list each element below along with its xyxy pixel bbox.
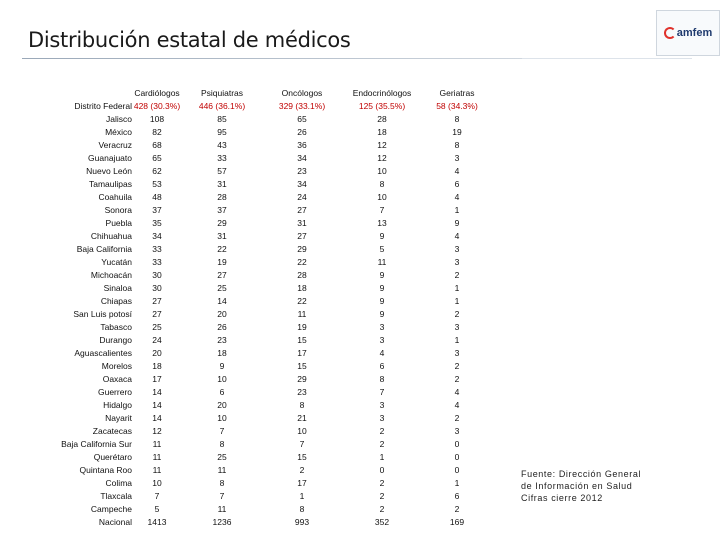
- table-cell: 4: [454, 231, 460, 241]
- table-cell: 9: [379, 270, 385, 280]
- state-name: Querétaro: [93, 452, 132, 462]
- table-cell: 27: [297, 231, 307, 241]
- table-cell: 11: [152, 452, 162, 462]
- state-name: Puebla: [105, 218, 132, 228]
- table-cell: 19: [297, 322, 307, 332]
- table-cell: 6: [454, 491, 460, 501]
- table-cell: 18: [152, 361, 162, 371]
- table-cell: 34: [297, 153, 307, 163]
- table-cell: 25: [217, 452, 227, 462]
- table-cell: 11: [152, 439, 162, 449]
- table-cell: 2: [379, 478, 385, 488]
- table-cell: 7: [219, 491, 225, 501]
- state-name: Oaxaca: [102, 374, 132, 384]
- table-cell: 29: [217, 218, 227, 228]
- state-name: Tamaulipas: [89, 179, 132, 189]
- table-row: [50, 282, 492, 295]
- table-cell: 3: [454, 244, 460, 254]
- table-cell: 28: [377, 114, 387, 124]
- table-cell: 10: [377, 166, 387, 176]
- table-cell: 3: [379, 400, 385, 410]
- column-header-psiquiatras: Psiquiatras: [200, 87, 244, 98]
- table-row: [50, 100, 492, 113]
- table-row: [50, 321, 492, 334]
- table-cell: 1413: [147, 517, 167, 527]
- table-row: [50, 256, 492, 269]
- table-cell: 15: [297, 452, 307, 462]
- table-row: [50, 178, 492, 191]
- table-cell: 3: [454, 348, 460, 358]
- table-cell: 11: [297, 309, 307, 319]
- table-cell: 95: [217, 127, 227, 137]
- table-cell: 13: [377, 218, 387, 228]
- table-cell: 9: [454, 218, 460, 228]
- table-cell: 23: [217, 335, 227, 345]
- table-row: [50, 126, 492, 139]
- table-row: [50, 217, 492, 230]
- table-cell: 2: [454, 413, 460, 423]
- state-name: Baja California Sur: [61, 439, 132, 449]
- page-title: Distribución estatal de médicos: [28, 28, 351, 52]
- table-cell: 8: [454, 114, 460, 124]
- table-row: [50, 113, 492, 126]
- column-header-endocrinologos: Endocrinólogos: [352, 87, 412, 98]
- table-cell: 2: [379, 426, 385, 436]
- table-cell: 20: [217, 400, 227, 410]
- table-cell: 28: [217, 192, 227, 202]
- state-name: Tabasco: [100, 322, 132, 332]
- table-cell: 0: [454, 439, 460, 449]
- table-cell: 9: [379, 231, 385, 241]
- table-cell: 1: [454, 205, 460, 215]
- table-cell: 8: [454, 140, 460, 150]
- table-cell: 34: [297, 179, 307, 189]
- table-cell: 11: [217, 465, 227, 475]
- table-cell: 12: [377, 153, 387, 163]
- state-name: Sinaloa: [103, 283, 132, 293]
- table-cell: 9: [379, 283, 385, 293]
- table-cell: 4: [454, 400, 460, 410]
- table-row: [50, 165, 492, 178]
- table-cell: 29: [297, 244, 307, 254]
- table-cell: 30: [152, 283, 162, 293]
- table-cell: 18: [217, 348, 227, 358]
- table-cell: 8: [379, 374, 385, 384]
- table-cell: 9: [379, 296, 385, 306]
- table-row: [50, 295, 492, 308]
- table-row: [50, 243, 492, 256]
- table-row: [50, 334, 492, 347]
- state-name: Veracruz: [98, 140, 132, 150]
- table-cell: 25: [152, 322, 162, 332]
- title-divider-right: [522, 58, 692, 59]
- table-row: [50, 360, 492, 373]
- state-name: México: [105, 127, 132, 137]
- state-name: Tlaxcala: [100, 491, 132, 501]
- table-cell: 1236: [212, 517, 232, 527]
- table-cell: 2: [454, 309, 460, 319]
- table-cell: 11: [217, 504, 227, 514]
- table-cell: 8: [219, 439, 225, 449]
- table-cell: 5: [154, 504, 160, 514]
- table-cell: 9: [219, 361, 225, 371]
- table-row: [50, 477, 492, 490]
- table-cell: 27: [217, 270, 227, 280]
- state-name: Nuevo León: [86, 166, 132, 176]
- footnote-line: de Información en Salud: [521, 481, 633, 491]
- logo-swirl-icon: [664, 27, 676, 39]
- table-cell: 30: [152, 270, 162, 280]
- table-cell: 2: [379, 504, 385, 514]
- table-cell: 8: [299, 400, 305, 410]
- table-cell: 17: [297, 478, 307, 488]
- table-cell: 1: [454, 283, 460, 293]
- table-cell: 15: [297, 361, 307, 371]
- table-cell: 28: [297, 270, 307, 280]
- column-header-oncologos: Oncólogos: [281, 87, 323, 98]
- table-cell: 21: [297, 413, 307, 423]
- table-cell: 0: [454, 452, 460, 462]
- table-cell: 27: [152, 309, 162, 319]
- table-cell: 1: [379, 452, 385, 462]
- doctors-distribution-table: [50, 86, 492, 529]
- table-cell: 8: [299, 504, 305, 514]
- table-row: [50, 438, 492, 451]
- table-cell: 428 (30.3%): [133, 101, 181, 111]
- table-cell: 36: [297, 140, 307, 150]
- table-cell: 25: [217, 283, 227, 293]
- column-header-geriatras: Geriatras: [439, 87, 475, 98]
- table-row: [50, 386, 492, 399]
- table-cell: 125 (35.5%): [358, 101, 406, 111]
- table-cell: 27: [152, 296, 162, 306]
- table-cell: 24: [152, 335, 162, 345]
- table-cell: 8: [379, 179, 385, 189]
- table-cell: 23: [297, 387, 307, 397]
- table-cell: 14: [152, 413, 162, 423]
- table-cell: 7: [299, 439, 305, 449]
- table-cell: 62: [152, 166, 162, 176]
- state-name: Chihuahua: [90, 231, 132, 241]
- table-cell: 3: [379, 413, 385, 423]
- table-cell: 18: [377, 127, 387, 137]
- table-row: [50, 191, 492, 204]
- table-cell: 68: [152, 140, 162, 150]
- table-cell: 23: [297, 166, 307, 176]
- state-column-header: [50, 86, 132, 100]
- table-cell: 37: [217, 205, 227, 215]
- table-cell: 15: [297, 335, 307, 345]
- table-cell: 19: [452, 127, 462, 137]
- table-cell: 993: [294, 517, 310, 527]
- table-cell: 2: [454, 374, 460, 384]
- table-cell: 22: [217, 244, 227, 254]
- table-row: [50, 347, 492, 360]
- table-cell: 108: [149, 114, 165, 124]
- table-cell: 3: [454, 153, 460, 163]
- table-cell: 10: [217, 374, 227, 384]
- state-name: Distrito Federal: [74, 101, 132, 111]
- table-row: [50, 230, 492, 243]
- table-cell: 57: [217, 166, 227, 176]
- table-row: [50, 269, 492, 282]
- table-cell: 19: [217, 257, 227, 267]
- title-divider: [22, 58, 522, 59]
- table-row: [50, 464, 492, 477]
- table-cell: 33: [217, 153, 227, 163]
- table-cell: 22: [297, 296, 307, 306]
- table-cell: 0: [379, 465, 385, 475]
- table-cell: 5: [379, 244, 385, 254]
- table-cell: 20: [217, 309, 227, 319]
- table-cell: 3: [454, 426, 460, 436]
- state-name: Michoacán: [90, 270, 132, 280]
- state-name: Morelos: [101, 361, 132, 371]
- table-row: [50, 139, 492, 152]
- state-name: Quintana Roo: [79, 465, 132, 475]
- table-cell: 9: [379, 309, 385, 319]
- table-cell: 7: [154, 491, 160, 501]
- table-row: [50, 308, 492, 321]
- table-cell: 2: [379, 491, 385, 501]
- table-cell: 1: [454, 335, 460, 345]
- state-name: Campeche: [90, 504, 132, 514]
- table-cell: 329 (33.1%): [278, 101, 326, 111]
- table-cell: 31: [217, 231, 227, 241]
- table-cell: 20: [152, 348, 162, 358]
- table-row: [50, 412, 492, 425]
- table-cell: 7: [219, 426, 225, 436]
- table-cell: 85: [217, 114, 227, 124]
- table-cell: 35: [152, 218, 162, 228]
- table-cell: 446 (36.1%): [198, 101, 246, 111]
- table-cell: 7: [379, 387, 385, 397]
- table-cell: 17: [152, 374, 162, 384]
- table-cell: 31: [297, 218, 307, 228]
- table-cell: 14: [217, 296, 227, 306]
- table-cell: 6: [379, 361, 385, 371]
- table-cell: 65: [297, 114, 307, 124]
- table-cell: 29: [297, 374, 307, 384]
- table-cell: 6: [454, 179, 460, 189]
- state-name: Nayarit: [105, 413, 132, 423]
- table-cell: 14: [152, 387, 162, 397]
- footnote-line: Cifras cierre 2012: [521, 493, 603, 503]
- table-cell: 4: [454, 166, 460, 176]
- amfem-logo: [656, 10, 720, 56]
- table-cell: 58 (34.3%): [436, 101, 478, 111]
- table-cell: 2: [454, 270, 460, 280]
- table-cell: 10: [217, 413, 227, 423]
- state-name: Sonora: [104, 205, 132, 215]
- state-name: Hidalgo: [103, 400, 132, 410]
- table-cell: 1: [454, 296, 460, 306]
- table-cell: 169: [449, 517, 465, 527]
- table-cell: 1: [299, 491, 305, 501]
- table-cell: 2: [454, 504, 460, 514]
- table-cell: 18: [297, 283, 307, 293]
- state-name: Guerrero: [97, 387, 132, 397]
- table-cell: 11: [152, 465, 162, 475]
- table-cell: 10: [297, 426, 307, 436]
- table-cell: 4: [454, 387, 460, 397]
- table-cell: 7: [379, 205, 385, 215]
- table-row: [50, 425, 492, 438]
- table-cell: 8: [219, 478, 225, 488]
- state-name: Zacatecas: [92, 426, 132, 436]
- table-cell: 12: [377, 140, 387, 150]
- state-name: Baja California: [76, 244, 132, 254]
- table-row: [50, 503, 492, 516]
- table-body: [50, 100, 492, 529]
- table-cell: 3: [454, 257, 460, 267]
- state-name: Coahuila: [98, 192, 132, 202]
- state-name: Aguascalientes: [74, 348, 132, 358]
- table-cell: 34: [152, 231, 162, 241]
- table-row: [50, 373, 492, 386]
- table-row: [50, 516, 492, 529]
- state-name: Guanajuato: [88, 153, 132, 163]
- table-cell: 1: [454, 478, 460, 488]
- table-cell: 82: [152, 127, 162, 137]
- table-cell: 14: [152, 400, 162, 410]
- table-cell: 352: [374, 517, 390, 527]
- table-cell: 3: [379, 322, 385, 332]
- table-cell: 33: [152, 244, 162, 254]
- table-cell: 26: [217, 322, 227, 332]
- footnote-line: Fuente: Dirección General: [521, 469, 642, 479]
- state-name: Chiapas: [100, 296, 132, 306]
- table-cell: 43: [217, 140, 227, 150]
- state-name: San Luis potosí: [73, 309, 132, 319]
- state-name: Yucatán: [101, 257, 132, 267]
- table-cell: 2: [379, 439, 385, 449]
- table-cell: 31: [217, 179, 227, 189]
- table-cell: 22: [297, 257, 307, 267]
- table-row: [50, 152, 492, 165]
- table-cell: 3: [454, 322, 460, 332]
- table-cell: 3: [379, 335, 385, 345]
- source-footnote: [521, 468, 641, 504]
- table-cell: 12: [152, 426, 162, 436]
- table-cell: 27: [297, 205, 307, 215]
- table-cell: 37: [152, 205, 162, 215]
- table-cell: 6: [219, 387, 225, 397]
- table-row: [50, 451, 492, 464]
- table-cell: 17: [297, 348, 307, 358]
- table-row: [50, 204, 492, 217]
- logo-text: amfem: [676, 27, 713, 39]
- state-name: Nacional: [98, 517, 132, 527]
- state-name: Durango: [99, 335, 132, 345]
- table-cell: 33: [152, 257, 162, 267]
- table-cell: 10: [152, 478, 162, 488]
- table-cell: 0: [454, 465, 460, 475]
- table-cell: 26: [297, 127, 307, 137]
- table-cell: 11: [377, 257, 387, 267]
- table-cell: 2: [299, 465, 305, 475]
- column-header-cardiologos: Cardiólogos: [134, 87, 180, 98]
- table-cell: 10: [377, 192, 387, 202]
- table-cell: 24: [297, 192, 307, 202]
- table-cell: 65: [152, 153, 162, 163]
- table-row: [50, 490, 492, 503]
- state-name: Colima: [105, 478, 132, 488]
- state-name: Jalisco: [106, 114, 132, 124]
- table-row: [50, 399, 492, 412]
- table-cell: 2: [454, 361, 460, 371]
- table-cell: 53: [152, 179, 162, 189]
- table-cell: 48: [152, 192, 162, 202]
- table-header-row: [50, 86, 492, 100]
- table-cell: 4: [454, 192, 460, 202]
- table-cell: 4: [379, 348, 385, 358]
